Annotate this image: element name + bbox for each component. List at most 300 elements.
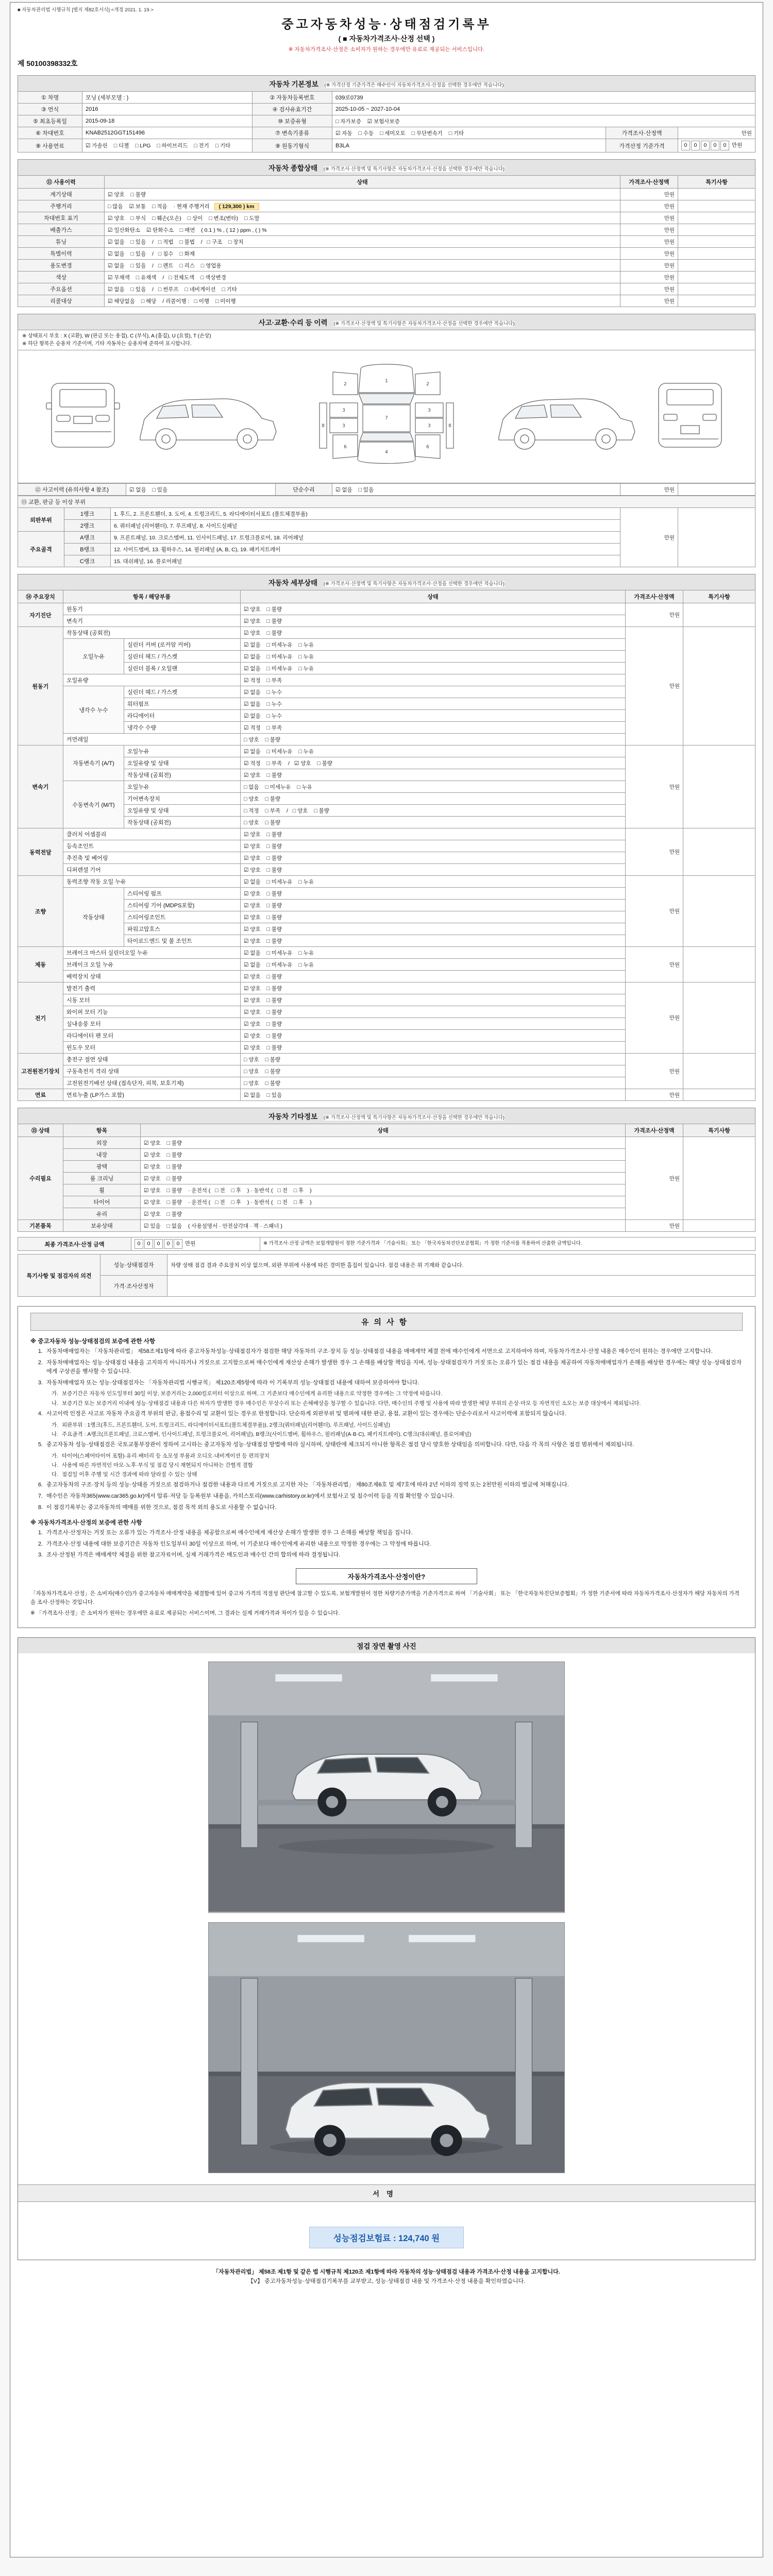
checkbox-option[interactable]: ☑ 없음 (244, 641, 261, 648)
checkbox-option[interactable]: ☑ 없음 (335, 486, 352, 493)
checkbox-option[interactable]: □ 불량 (166, 1187, 182, 1194)
status-cell (241, 852, 626, 864)
checkbox-option[interactable]: □ 누수 (266, 689, 282, 696)
checkbox-option[interactable]: □ 전기 (194, 143, 209, 149)
checkbox-option[interactable]: ☑ 없음 (108, 239, 125, 245)
checkbox-option[interactable]: □ 미이행 (215, 298, 236, 304)
device-group-label: 동력전달 (18, 828, 63, 876)
checkbox-option[interactable]: □ 누수 (266, 701, 282, 707)
simple-repair-checkboxes (332, 484, 620, 496)
item-label: 고전원전기배선 상태 (접속단자, 피복, 보호기제) (63, 1077, 241, 1089)
status-cell (241, 923, 626, 935)
model-year-value: 2016 (82, 104, 253, 115)
checkbox-option[interactable]: □ 미세누유 (266, 950, 293, 956)
checkbox-option[interactable]: □ 불량 (266, 618, 282, 624)
status-cell (241, 959, 626, 971)
notice-item: 2. 자동차매매업자는 성능·상태점검 내용을 고지하지 아니하거나 거짓으로 고지함으로써 매수인에게 재산상 손해가 발생한 경우 그 손해를 배상할 책임을 지며, 성능·상태점검자가 거짓 또는 오류가 있는 점검 내용을 제공하여 자동차매매업자가 손해를 배상한 경우에는 해당 성능·상태점검자에게 구상권을 행사할 수 있습니다. (38, 1359, 742, 1375)
checkbox-option[interactable]: □ 디젤 (113, 143, 129, 149)
checkbox-option[interactable]: ☑ 양호 (144, 1211, 161, 1217)
accident-history-checkboxes (126, 484, 276, 496)
highlighted-value: ( 129,300 ) km (214, 203, 259, 210)
checkbox-option[interactable]: ☑ 양호 (244, 914, 261, 921)
status-cell (241, 840, 626, 852)
checkbox-option[interactable]: □ 불량 (166, 1140, 182, 1146)
checkbox-option[interactable]: □ 불량 (266, 772, 282, 778)
checkbox-option[interactable]: □ 색상변경 (200, 274, 226, 281)
checkbox-option[interactable]: □ 없음 (166, 1223, 182, 1229)
status-text: / (152, 250, 154, 257)
checkbox-option[interactable]: □ 불량 (266, 985, 282, 992)
signature-space[interactable] (18, 2202, 755, 2225)
item-label: 커먼레일 (63, 734, 241, 745)
item-label: 실린더 헤드 / 가스켓 (124, 686, 241, 698)
checkbox-option[interactable]: □ 무단변속기 (411, 130, 443, 137)
status-text: ) · 동반석 ( (247, 1199, 273, 1206)
checkbox-option[interactable]: □ 후 (231, 1187, 241, 1194)
checkbox-option[interactable]: □ 불량 (265, 795, 281, 802)
status-cell (241, 982, 626, 994)
checkbox-option[interactable]: □ LPG (135, 143, 151, 149)
checkbox-option[interactable]: □ 유채색 (136, 274, 157, 281)
checkbox-option[interactable]: ☑ 양호 (244, 1009, 261, 1015)
item-label: 스티어링 기어 (MDPS포함) (124, 900, 241, 911)
checkbox-option[interactable]: □ 전 (277, 1187, 288, 1194)
checkbox-option[interactable]: ☑ 없음 (244, 748, 261, 755)
checkbox-option[interactable]: □ 자가보증 (335, 118, 361, 125)
checkbox-option[interactable]: ☑ 양호 (244, 831, 261, 838)
checkbox-option[interactable]: □ 미세누유 (266, 878, 293, 885)
checkbox-option[interactable]: ☑ 있음 (144, 1223, 161, 1229)
status-cell (241, 935, 626, 947)
item-label: 워터펌프 (124, 698, 241, 710)
notice-sub-item: 가. 외판부위 : 1랭크(후드, 프론트휀더, 도어, 트렁크리드, 라디에이터서포트(볼트체결부품)), 2랭크(쿼터패널(리어휀더), 루프패널, 사이드실패널) (51, 1421, 390, 1428)
detail-row (18, 745, 755, 757)
notice-item: 7. 매수인은 자동차365(www.car365.go.kr)에서 압류·저당 등 등록원부 내용을, 카히스토리(www.carhistory.or.kr)에서 보험사고 및 침수이력 등을 직접 확인할 수 있습니다. (38, 1493, 455, 1500)
checkbox-option[interactable]: □ 양호 (244, 795, 259, 802)
checkbox-option[interactable]: □ 미세누유 (266, 748, 293, 755)
status-cell (241, 627, 626, 639)
checkbox-option[interactable]: □ 전 (277, 1199, 288, 1206)
item-label: 실내송풍 모터 (63, 1018, 241, 1030)
checkbox-option[interactable]: □ 양호 (244, 1056, 259, 1063)
checkbox-option[interactable]: □ 후 (231, 1199, 241, 1206)
amount-cell: 만원 (620, 260, 678, 272)
checkbox-option[interactable]: ☑ 양호 (244, 606, 261, 613)
checkbox-option[interactable]: ☑ 자동 (335, 130, 352, 137)
checkbox-option[interactable]: ☑ 무채색 (108, 274, 130, 281)
svg-text:6: 6 (426, 445, 429, 450)
checkbox-option[interactable]: □ 적음 (152, 203, 167, 210)
checkbox-option[interactable]: □ 불량 (266, 1032, 282, 1039)
status-cell (241, 651, 626, 663)
checkbox-option[interactable]: □ 불량 (265, 1080, 281, 1087)
checkbox-option[interactable]: □ 구조 (207, 239, 223, 245)
item-label: 윈도우 모터 (63, 1042, 241, 1054)
item-label: 특별이력 (18, 248, 105, 260)
checkbox-option[interactable]: ☑ 양호 (144, 1199, 161, 1206)
checkbox-option[interactable]: ☑ 없음 (244, 689, 261, 696)
checkbox-option[interactable]: □ 적정 (244, 807, 259, 814)
item-label: 등속조인트 (63, 840, 241, 852)
device-group-label: 연료 (18, 1089, 63, 1101)
checkbox-option[interactable]: □ 불량 (266, 1044, 282, 1051)
field-label: ⑩ 보증유형 (253, 115, 332, 127)
checkbox-option[interactable]: □ 불량 (266, 843, 282, 850)
checkbox-option[interactable]: □ 누유 (298, 641, 314, 648)
checkbox-option[interactable]: ☑ 없음 (108, 250, 125, 257)
checkbox-option[interactable]: □ 있음 (130, 250, 146, 257)
checkbox-option[interactable]: ☑ 양호 (244, 985, 261, 992)
checkbox-option[interactable]: □ 불량 (265, 736, 281, 743)
status-cell (241, 793, 626, 805)
checkbox-option[interactable]: □ 부식 (130, 215, 146, 222)
checkbox-option[interactable]: □ 있음 (130, 262, 146, 269)
column-header: 가격조사·산정액 (626, 590, 683, 603)
checkbox-option[interactable]: ☑ 없음 (244, 1092, 261, 1098)
remark-cell (683, 876, 755, 947)
item-label: 충전구 절연 상태 (63, 1054, 241, 1065)
amount-cell: 만원 (620, 484, 678, 496)
checkbox-option[interactable]: □ 기타 (222, 286, 237, 293)
checkbox-option[interactable]: ☑ 없음 (129, 486, 146, 493)
checkbox-option[interactable]: □ 불량 (166, 1163, 182, 1170)
checkbox-option[interactable]: □ 전체도색 (169, 274, 194, 281)
section-note: (※ 가격산정 기준가격은 매수인이 자동차가격조사·산정을 선택한 경우에만 적습니다) (324, 82, 504, 88)
checkbox-option[interactable]: □ 불량 (266, 902, 282, 909)
svg-text:7: 7 (385, 416, 388, 421)
remark-cell (683, 1137, 755, 1220)
checkbox-option[interactable]: □ 누유 (298, 961, 314, 968)
checkbox-option[interactable]: ☑ 적정 (244, 677, 261, 684)
checkbox-option[interactable]: □ 불량 (266, 914, 282, 921)
amount-cell: 만원 (626, 745, 683, 828)
checkbox-option[interactable]: □ 불량 (266, 997, 282, 1004)
section-note: (※ 가격조사·산정액 및 특기사항은 자동차가격조사·산정을 선택한 경우에만 적습니다) (323, 166, 505, 172)
checkbox-option[interactable]: ☑ 보통 (129, 203, 146, 210)
checkbox-option[interactable]: ☑ 양호 (244, 1032, 261, 1039)
table-header-row (18, 1124, 755, 1137)
checkbox-option[interactable]: □ 불량 (266, 938, 282, 944)
checkbox-option[interactable]: ☑ 양호 (244, 902, 261, 909)
checkbox-option[interactable]: □ 해당 (141, 298, 157, 304)
checkbox-option[interactable]: □ 미세누유 (266, 653, 293, 660)
checkbox-option[interactable]: □ 불량 (166, 1151, 182, 1158)
checkbox-option[interactable]: □ 누수 (266, 713, 282, 719)
status-cell (241, 734, 626, 745)
performance-inspector-opinion: 차량 상태 점검 결과 주요장치 이상 없으며, 외판 부위에 사용에 따른 경미한 흠집이 있습니다. 점검 내용은 위 기재와 같습니다. (167, 1255, 755, 1276)
device-group-label: 자기진단 (18, 603, 63, 627)
checkbox-option[interactable]: □ 누유 (298, 878, 314, 885)
definition-paragraph: ※ 「가격조사·산정」은 소비자가 원하는 경우에만 유료로 제공되는 서비스이며, 그 결과는 실제 거래가격과 차이가 있을 수 있습니다. (30, 1609, 340, 1616)
checkbox-option[interactable]: ☑ 적정 (244, 760, 261, 767)
item-label: 실린더 헤드 / 가스켓 (124, 651, 241, 663)
checkbox-option[interactable]: ☑ 없음 (108, 286, 125, 293)
checkbox-option[interactable]: □ 불량 (266, 630, 282, 636)
checkbox-option[interactable]: ☑ 양호 (244, 843, 261, 850)
checkbox-option[interactable]: □ 불량 (265, 1068, 281, 1075)
checkbox-option[interactable]: ☑ 일산화탄소 (108, 227, 141, 233)
checkbox-option[interactable]: □ 하이브리드 (157, 143, 188, 149)
rank-row (18, 508, 755, 520)
checkbox-option[interactable]: □ 양호 (244, 736, 259, 743)
transmission-checkboxes (332, 127, 606, 139)
checkbox-option[interactable]: □ 불량 (317, 760, 332, 767)
checkbox-option[interactable]: ☑ 없음 (244, 665, 261, 672)
checkbox-option[interactable]: ☑ 양호 (244, 855, 261, 861)
checkbox-option[interactable]: □ 세미오토 (380, 130, 406, 137)
status-cell (241, 805, 626, 817)
device-group-label: 원동기 (18, 627, 63, 745)
checkbox-option[interactable]: □ 불량 (265, 819, 281, 826)
item-label: 배출가스 (18, 224, 105, 236)
checkbox-option[interactable]: □ 부족 (266, 677, 282, 684)
status-cell (241, 1042, 626, 1054)
checkbox-option[interactable]: ☑ 없음 (244, 653, 261, 660)
checkbox-option[interactable]: □ 불량 (266, 926, 282, 933)
checkbox-option[interactable]: □ 부족 (266, 760, 282, 767)
checkbox-option[interactable]: □ 불량 (266, 1009, 282, 1015)
checkbox-option[interactable]: □ 부족 (265, 807, 281, 814)
checkbox-option[interactable]: ☑ 양호 (108, 215, 125, 222)
checkbox-option[interactable]: □ 불량 (130, 191, 146, 198)
field-label: ⑥ 차대번호 (18, 127, 82, 139)
checkbox-option[interactable]: □ 불량 (166, 1211, 182, 1217)
status-cell (241, 603, 626, 615)
status-cell (105, 272, 620, 283)
table-row (18, 92, 755, 104)
item-label: 용도변경 (18, 260, 105, 272)
item-label: 라디에이터 팬 모터 (63, 1030, 241, 1042)
item-label: 타이어 (63, 1196, 141, 1208)
checkbox-option[interactable]: □ 이행 (194, 298, 210, 304)
checkbox-option[interactable]: □ 불량 (266, 855, 282, 861)
checkbox-option[interactable]: □ 불량 (314, 807, 329, 814)
checkbox-option[interactable]: ☑ 양호 (144, 1187, 161, 1194)
car-diagram-rear-view (659, 383, 721, 447)
status-cell (241, 1077, 626, 1089)
status-text: / (200, 239, 203, 245)
checkbox-option[interactable]: ☑ 해당없음 (108, 298, 135, 304)
checkbox-option[interactable]: ☑ 양호 (244, 1044, 261, 1051)
column-header: 특기사항 (683, 1124, 755, 1137)
item-label: 광택 (63, 1161, 141, 1173)
checkbox-option[interactable]: ☑ 양호 (144, 1163, 161, 1170)
checkbox-option[interactable]: ☑ 적정 (244, 724, 261, 731)
checkbox-option[interactable]: □ 많음 (108, 203, 123, 210)
column-header: ⑭ 주요장치 (18, 590, 63, 603)
checkbox-option[interactable]: □ 기타 (448, 130, 464, 137)
checkbox-option[interactable]: □ 화재 (179, 250, 195, 257)
checkbox-option[interactable]: □ 누유 (298, 665, 314, 672)
checkbox-option[interactable]: □ 있음 (130, 286, 146, 293)
status-cell (241, 1065, 626, 1077)
checkbox-option[interactable]: ☑ 양호 (244, 938, 261, 944)
checkbox-option[interactable]: ☑ 양호 (244, 618, 261, 624)
checkbox-option[interactable]: ☑ 양호 (244, 1021, 261, 1027)
checkbox-option[interactable]: ☑ 양호 (244, 630, 261, 636)
amount-cell: 만원 (620, 224, 678, 236)
checkbox-option[interactable]: □ 누유 (298, 950, 314, 956)
item-label: 유리 (63, 1208, 141, 1220)
status-cell (141, 1208, 626, 1220)
checkbox-option[interactable]: □ 매연 (179, 227, 195, 233)
checkbox-option[interactable]: □ 렌트 (158, 262, 174, 269)
checkbox-option[interactable]: ☑ 없음 (244, 878, 261, 885)
checkbox-option[interactable]: ☑ 양호 (244, 926, 261, 933)
amount-digit-box: 0 (701, 141, 710, 150)
device-group-label: 제동 (18, 947, 63, 982)
notice-item: 6. 중고자동차의 구조·장치 등의 성능·상태를 거짓으로 점검하거나 점검한 내용과 다르게 거짓으로 고지한 자는 「자동차관리법」 제80조제6호 및 제7호에 따라 2년 이하의 징역 또는 2천만원 이하의 벌금에 처해집니다. (38, 1482, 569, 1488)
item-label: 시동 모터 (63, 994, 241, 1006)
checkbox-option[interactable]: □ 리스 (179, 262, 195, 269)
checkbox-option[interactable]: ☑ 없음 (244, 713, 261, 719)
checkbox-option[interactable]: ☑ 양호 (144, 1151, 161, 1158)
misc-info-table (18, 1124, 755, 1232)
amount-digit-box: 0 (720, 141, 729, 150)
engine-type-value: B3LA (332, 139, 606, 152)
section-title-basic: 자동차 기본정보 (※ 가격산정 기준가격은 매수인이 자동차가격조사·산정을 선택한 경우에만 적습니다) (18, 75, 755, 91)
checkbox-option[interactable]: ☑ 양호 (244, 997, 261, 1004)
checkbox-option[interactable]: □ 적법 (158, 239, 174, 245)
checkbox-option[interactable]: ☑ 양호 (144, 1140, 161, 1146)
checkbox-option[interactable]: □ 불법 (179, 239, 195, 245)
checkbox-option[interactable]: ☑ 양호 (244, 890, 261, 897)
status-cell (105, 224, 620, 236)
checkbox-option[interactable]: ☑ 가솔린 (86, 143, 108, 149)
checkbox-option[interactable]: □ 미세누유 (266, 641, 293, 648)
checkbox-option[interactable]: ☑ 양호 (244, 973, 261, 980)
checkbox-option[interactable]: ☑ 양호 (294, 760, 311, 767)
status-text: / (162, 274, 164, 281)
section-photos (18, 1637, 755, 2260)
checkbox-option[interactable]: □ 불량 (266, 973, 282, 980)
checkbox-option[interactable]: ☑ 없음 (108, 262, 125, 269)
checkbox-option[interactable]: □ 장치 (228, 239, 244, 245)
checkbox-option[interactable]: □ 수동 (358, 130, 374, 137)
subgroup-label: 수동변속기 (M/T) (63, 781, 124, 828)
checkbox-option[interactable]: ☑ 양호 (108, 191, 125, 198)
detail-row (18, 828, 755, 840)
column-header: ⑮ 상태 (18, 1124, 63, 1137)
section-misc-info (18, 1108, 755, 1297)
checkbox-option[interactable]: □ 훼손(오손) (152, 215, 181, 222)
checkbox-option[interactable]: □ 양호 (244, 819, 259, 826)
checkbox-option[interactable]: □ 도말 (244, 215, 260, 222)
checkbox-option[interactable]: □ 상이 (187, 215, 203, 222)
checkbox-option[interactable]: ☑ 보험사보증 (367, 118, 400, 125)
checkbox-option[interactable]: □ 후 (293, 1199, 304, 1206)
checkbox-option[interactable]: □ 미세누유 (266, 665, 293, 672)
checkbox-option[interactable]: □ 불량 (166, 1199, 182, 1206)
footer-legal-text: 「자동차관리법」 제58조 제1항 및 같은 법 시행규칙 제120조 제1항에 따라 자동차의 성능·상태점검 내용과 가격조사·산정 내용을 고지합니다. 【V】 중고자동차성능·상태점검기록부를 교부받고, 성능·상태점검 내용 및 가격조사·산정 내용을 확인하였습니다. (213, 2268, 560, 2285)
table-header-row (18, 176, 755, 189)
status-cell (241, 1089, 626, 1101)
checkbox-option[interactable]: □ 침수 (158, 250, 174, 257)
status-cell (241, 698, 626, 710)
checkbox-option[interactable]: □ 누유 (298, 748, 314, 755)
column-header: 상태 (105, 176, 620, 189)
checkbox-option[interactable]: □ 네비게이션 (184, 286, 216, 293)
checkbox-option[interactable]: ☑ 양호 (144, 1175, 161, 1182)
checkbox-option[interactable]: □ 누유 (298, 653, 314, 660)
checkbox-option[interactable]: □ 양호 (244, 1080, 259, 1087)
checkbox-option[interactable]: □ 있음 (358, 486, 374, 493)
amount-cell: 만원 (620, 200, 678, 212)
checkbox-option[interactable]: ☑ 탄화수소 (146, 227, 174, 233)
checkbox-option[interactable]: □ 있음 (152, 486, 168, 493)
column-header: 가격조사·산정액 (626, 1124, 683, 1137)
checkbox-option[interactable]: □ 후 (293, 1187, 304, 1194)
checkbox-option[interactable]: □ 미세누유 (265, 784, 291, 790)
checkbox-option[interactable]: ☑ 없음 (244, 961, 261, 968)
checkbox-option[interactable]: □ 불량 (166, 1175, 182, 1182)
detail-row (18, 627, 755, 639)
checkbox-option[interactable]: ☑ 양호 (244, 867, 261, 873)
checkbox-option[interactable]: □ 없음 (244, 784, 259, 790)
detailed-condition-table (18, 590, 755, 1101)
checkbox-option[interactable]: □ 부족 (266, 724, 282, 731)
checkbox-option[interactable]: □ 불량 (266, 831, 282, 838)
checkbox-option[interactable]: □ 양호 (244, 1068, 259, 1075)
checkbox-option[interactable]: □ 썬루프 (158, 286, 179, 293)
checkbox-option[interactable]: □ 불량 (266, 606, 282, 613)
checkbox-option[interactable]: □ 전 (215, 1199, 225, 1206)
photo-area (18, 1653, 755, 2184)
checkbox-option[interactable]: □ 양호 (292, 807, 308, 814)
section-note: (※ 가격조사·산정액 및 특기사항은 자동차가격조사·산정을 선택한 경우에만 적습니다) (323, 1115, 505, 1121)
checkbox-option[interactable]: □ 불량 (266, 1021, 282, 1027)
field-label: 가격조사·산정액 (606, 127, 678, 139)
checkbox-option[interactable]: □ 불량 (266, 890, 282, 897)
exchange-panel-table (18, 496, 755, 567)
checkbox-option[interactable]: □ 기타 (215, 143, 231, 149)
damage-code-legend: ※ 상태표시 부호 : X (교환), W (판금 또는 용접), C (부식), A (흠집), U (요철), T (손상) ※ 하단 항목은 승용차 기준이며, 기타 자동차는 승용차에 준하여 표시합니다. (18, 330, 755, 350)
amount-digit-box: 0 (681, 141, 690, 150)
checkbox-option[interactable]: □ 있음 (266, 1092, 282, 1098)
amount-cell: 만원 (620, 508, 678, 567)
notice-title: 유의사항 (30, 1313, 743, 1331)
item-label: 와이퍼 모터 기능 (63, 1006, 241, 1018)
checkbox-option[interactable]: □ 불량 (266, 867, 282, 873)
item-label: 룸 크리닝 (63, 1173, 141, 1184)
page-subtitle: ( ■ 자동차가격조사·산정 선택 ) (338, 35, 435, 43)
checkbox-option[interactable]: ☑ 없음 (244, 701, 261, 707)
checkbox-option[interactable]: □ 미세누유 (266, 961, 293, 968)
notice-item: 5. 중고자동차 성능·상태점검은 국토교통부장관이 정하여 고시하는 중고자동차 성능·상태점검 방법에 따라 실시하며, 상태란에 체크되지 아니한 항목은 점검 당시 양호한 상태임을 의미합니다. 다만, 다음 각 목의 사항은 점검 범위에서 제외됩니다. (38, 1442, 634, 1448)
checkbox-option[interactable]: □ 누유 (297, 784, 312, 790)
item-label: 디퍼렌셜 기어 (63, 864, 241, 876)
checkbox-option[interactable]: □ 변조(변타) (209, 215, 239, 222)
misc-row (18, 1137, 755, 1149)
field-label: 가격산정 기준가격 (606, 139, 678, 152)
amount-digit-box: 0 (711, 141, 719, 150)
summary-row (18, 295, 755, 307)
checkbox-option[interactable]: ☑ 양호 (244, 772, 261, 778)
checkbox-option[interactable]: □ 있음 (130, 239, 146, 245)
remark-cell (678, 224, 755, 236)
status-cell (241, 710, 626, 722)
remark-cell (683, 947, 755, 982)
summary-row (18, 200, 755, 212)
checkbox-option[interactable]: ☑ 없음 (244, 950, 261, 956)
checkbox-option[interactable]: □ 불량 (265, 1056, 281, 1063)
workshop-photo-lowered-car (209, 1923, 564, 2173)
checkbox-option[interactable]: □ 전 (215, 1187, 225, 1194)
section-accident-history (18, 314, 755, 567)
panel-group-label: 주요골격 (18, 532, 64, 567)
checkbox-option[interactable]: □ 영업용 (200, 262, 222, 269)
section-basic-info (18, 75, 755, 152)
